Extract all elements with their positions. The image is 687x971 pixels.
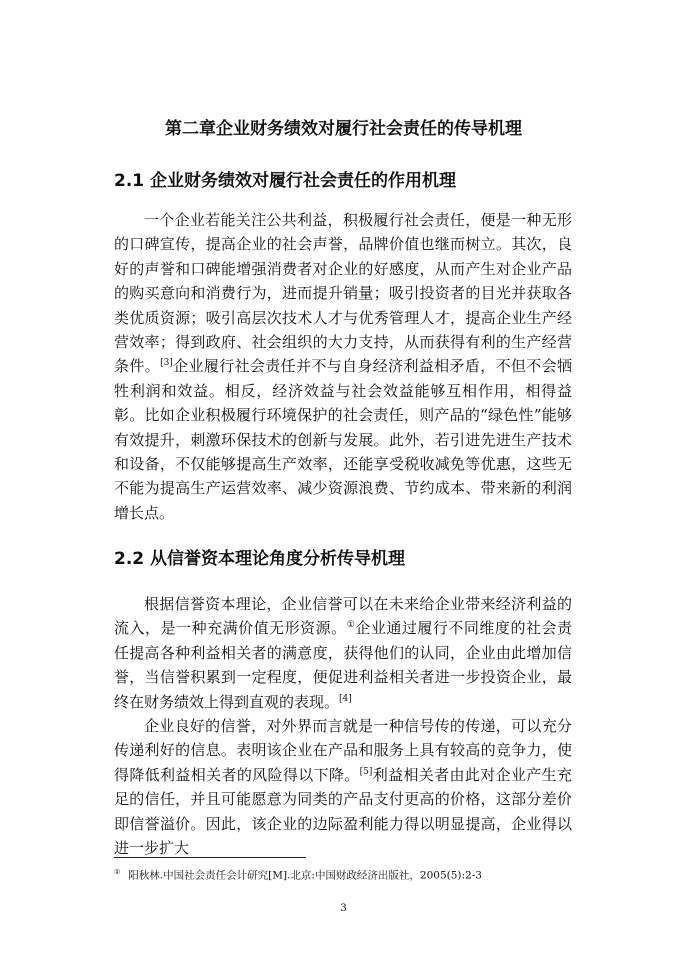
section-title-2-2: 2.2 从信誉资本理论角度分析传导机理: [114, 549, 406, 569]
paragraph-text: 利益相关者由此对企业产生充足的信任，并且可能愿意为同类的产品支付更高的价格，这部分差价即信誉溢价。因此，该企业的边际盈利能力得以明显提高，企业得以进一步扩大: [114, 765, 572, 858]
citation-ref: [3]: [160, 358, 173, 369]
footnote: [114, 865, 574, 883]
citation-ref: [4]: [339, 693, 352, 704]
section-title-2-1: 2.1 企业财务绩效对履行社会责任的作用机理: [114, 171, 457, 191]
citation-ref: [5]: [359, 766, 373, 777]
paragraph-text: 企业良好的信誉，对外界而言就是一种信号传的传递，可以充分传递利好的信息。表明该企业在产品和服务上具有较高的竞争力，使得降低利益相关者的风险得以下降。: [114, 717, 572, 784]
paragraph-text: 根据信誉资本理论，企业信誉可以在未来给企业带来经济利益的流入，是一种充满价值无形资源。: [114, 595, 572, 638]
paragraph-text: 企业通过履行不同维度的社会责任提高各种利益相关者的满意度，获得他们的认同，企业由此增加信誉，当信誉积累到一定程度，便促进利益相关者进一步投资企业，最终在财务绩效上得到直观的表现。: [114, 619, 572, 711]
paragraph-text: 一个企业若能关注公共利益，积极履行社会责任，便是一种无形的口碑宣传，提高企业的社会声誉，品牌价值也继而树立。其次，良好的声誉和口碑能增强消费者对企业的好感度，从而产生对企业产品的购买意向和消费行为，进而提升销量；吸引投资者的目光并获取各类优质资源；吸引高层次技术人才与优秀管理人才，提高企业生产经营效率；得到政府、社会组织的大力支持，从而获得有利的生产经营条件。: [114, 211, 572, 376]
section-2-2-paragraph-1: [114, 592, 572, 714]
section-2-2-paragraph-2: [114, 714, 572, 860]
section-2-1-paragraph: [114, 208, 572, 525]
footnote-ref: ①: [346, 620, 356, 631]
page-number: 3: [340, 902, 347, 914]
footnote-text: 阳秋林.中国社会责任会计研究[M].北京:中国财政经济出版社，2005(5):2-3: [128, 869, 482, 882]
chapter-title: 第二章企业财务绩效对履行社会责任的传导机理: [165, 119, 522, 139]
footnote-divider: [114, 857, 306, 858]
paragraph-text: 企业履行社会责任并不与自身经济利益相矛盾，不但不会牺牲利润和效益。相反，经济效益与社会效益能够互相作用，相得益彰。比如企业积极履行环境保护的社会责任，则产品的“绿色性”能够有效提升，刺激环保技术的创新与发展。此外，若引进先进生产技术和设备，不仅能够提高生产效率，还能享受税收减免等优惠，这些无不能为提高生产运营效率、减少资源浪费、节约成本、带来新的利润增长点。: [114, 357, 572, 522]
footnote-mark: ①: [114, 868, 121, 876]
